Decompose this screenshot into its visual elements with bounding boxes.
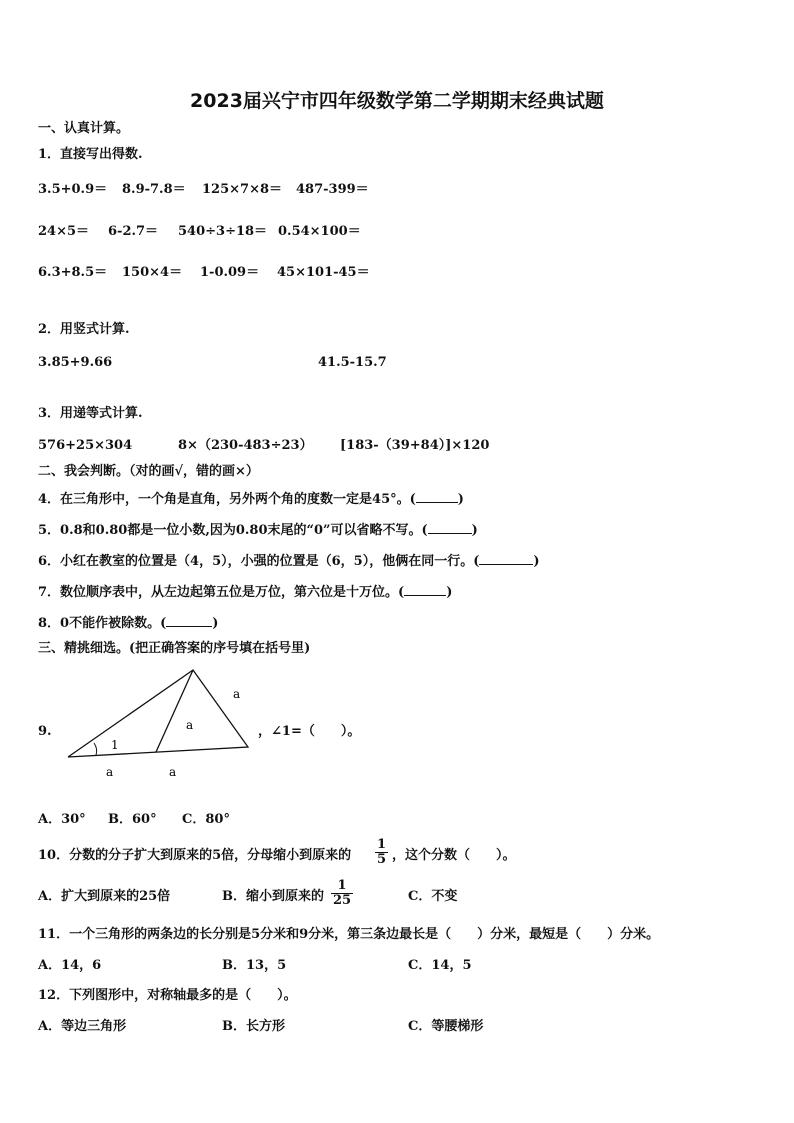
q1-item: 150×4＝ xyxy=(122,265,183,280)
q11-stem: 11．一个三角形的两条边的长分别是5分米和9分米，第三条边最长是（ ）分米，最短是（ ）分米。 xyxy=(38,927,660,942)
q10-option-b: B．缩小到原来的 xyxy=(222,889,324,904)
q1-item: 125×7×8＝ xyxy=(202,182,283,197)
q1-item: 487-399＝ xyxy=(296,182,369,197)
label-angle: 1 xyxy=(111,738,119,752)
page-title: 2023届兴宁市四年级数学第二学期期末经典试题 xyxy=(190,90,604,112)
q1-item: 6.3+8.5＝ xyxy=(38,265,108,280)
q10-option-a: A．扩大到原来的25倍 xyxy=(38,889,171,904)
q2-item: 41.5-15.7 xyxy=(318,355,387,370)
q1-item: 1-0.09＝ xyxy=(200,265,260,280)
q11-option-b: B．13，5 xyxy=(222,958,287,973)
q2-item: 3.85+9.66 xyxy=(38,355,113,370)
q11-option-a: A．14，6 xyxy=(38,958,102,973)
q10-fraction: $\frac{1}{5}$ xyxy=(377,837,387,867)
answer-blank[interactable] xyxy=(404,583,446,596)
label-right-side: a xyxy=(233,687,241,701)
triangle-figure xyxy=(60,664,260,784)
q10-option-c: C．不变 xyxy=(408,889,458,904)
angle-arc xyxy=(94,743,97,755)
answer-blank[interactable] xyxy=(166,614,212,627)
q10-stem-b: ，这个分数（ ）。 xyxy=(392,848,516,863)
answer-blank[interactable] xyxy=(479,552,533,565)
answer-blank[interactable] xyxy=(428,521,472,534)
q1-item: 45×101-45＝ xyxy=(277,265,370,280)
q10-stem-a: 10．分数的分子扩大到原来的5倍，分母缩小到原来的 xyxy=(38,848,352,863)
q12-stem: 12．下列图形中，对称轴最多的是（ ）。 xyxy=(38,988,297,1003)
q3-item: 8×（230-483÷23） xyxy=(178,438,313,453)
answer-blank[interactable] xyxy=(416,490,458,503)
q9-number: 9. xyxy=(38,724,52,739)
q1-item: 8.9-7.8＝ xyxy=(122,182,186,197)
judge-item: 7．数位顺序表中，从左边起第五位是万位，第六位是十万位。( ) xyxy=(38,585,453,600)
label-bottom-right: a xyxy=(169,765,177,779)
q9-option-c: C．80° xyxy=(182,812,230,827)
q2-label: 2．用竖式计算. xyxy=(38,322,130,337)
q1-item: 0.54×100＝ xyxy=(278,224,361,239)
q1-item: 24×5＝ xyxy=(38,224,90,239)
q3-item: [183-（39+84）]×120 xyxy=(340,438,490,453)
q12-option-c: C．等腰梯形 xyxy=(408,1019,484,1034)
q10-option-b-fraction: $\frac{1}{25}$ xyxy=(333,878,352,908)
judge-item: 5．0.8和0.80都是一位小数,因为0.80末尾的“0”可以省略不写。( ) xyxy=(38,523,478,538)
q11-option-c: C．14，5 xyxy=(408,958,472,973)
q1-item: 3.5+0.9＝ xyxy=(38,182,108,197)
q1-item: 540÷3÷18＝ xyxy=(178,224,268,239)
judge-item: 8．0不能作被除数。( ) xyxy=(38,616,219,631)
q9-option-a: A．30° xyxy=(38,812,86,827)
q12-option-b: B．长方形 xyxy=(222,1019,285,1034)
judge-item: 6．小红在教室的位置是（4，5），小强的位置是（6，5），他俩在同一行。( ) xyxy=(38,554,540,569)
q9-option-b: B．60° xyxy=(108,812,157,827)
q9-stem-suffix: ，∠1=（ ）。 xyxy=(258,724,361,739)
q3-label: 3．用递等式计算. xyxy=(38,406,143,421)
q1-item: 6-2.7＝ xyxy=(108,224,159,239)
q12-option-a: A．等边三角形 xyxy=(38,1019,127,1034)
label-bottom-left: a xyxy=(106,765,114,779)
q1-label: 1．直接写出得数. xyxy=(38,147,143,162)
q3-item: 576+25×304 xyxy=(38,438,133,453)
section2-heading: 二、我会判断。（对的画√，错的画×） xyxy=(38,464,259,479)
judge-item: 4．在三角形中，一个角是直角，另外两个角的度数一定是45°。( ) xyxy=(38,492,464,507)
section3-heading: 三、精挑细选。(把正确答案的序号填在括号里) xyxy=(38,641,311,656)
section1-heading: 一、认真计算。 xyxy=(38,121,130,136)
label-inner: a xyxy=(186,718,194,732)
